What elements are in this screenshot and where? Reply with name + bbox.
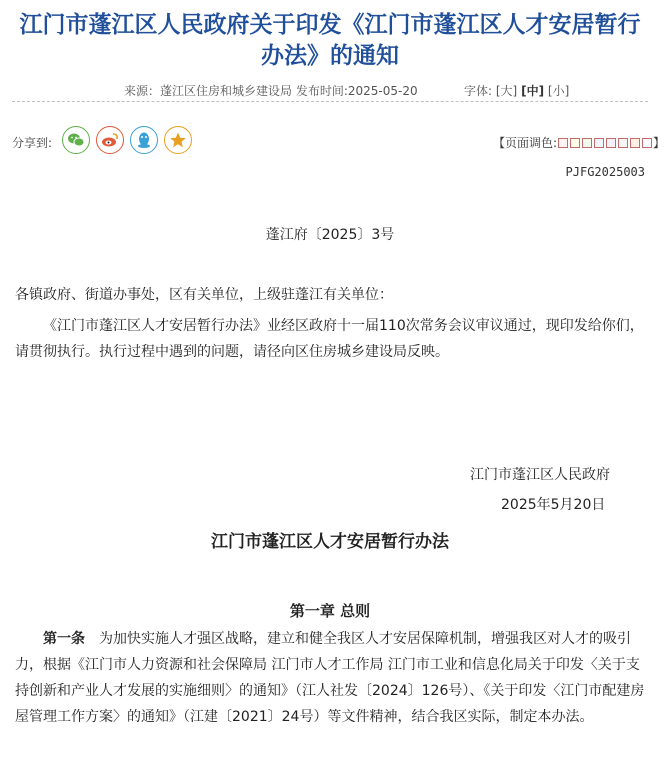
article-label: 第一条 [43,631,85,647]
document-code: PJFG2025003 [565,165,645,179]
color-swatch[interactable] [642,138,652,148]
page-title: 江门市蓬江区人民政府关于印发《江门市蓬江区人才安居暂行办法》的通知 [19,12,641,69]
color-swatch[interactable] [630,138,640,148]
attachment-title: 江门市蓬江区人才安居暂行办法 [211,532,449,552]
notice-body: 《江门市蓬江区人才安居暂行办法》业经区政府十一届110次常务会议审议通过，现印发给你们，请贯彻执行。执行过程中遇到的问题，请径向区住房城乡建设局反映。 [15,318,644,360]
font-small-button[interactable]: [小] [547,84,570,98]
source-and-date: 来源：蓬江区住房和城乡建设局 发布时间:2025-05-20 [124,84,418,98]
meta-divider [12,101,648,102]
page-color-suffix: 】 [653,136,665,150]
page-color-label: 【页面调色: [493,136,558,150]
signing-organization: 江门市蓬江区人民政府 [470,467,610,483]
chapter-heading: 第一章 总则 [289,602,371,620]
wechat-icon[interactable] [62,126,90,154]
addressee: 各镇政府、街道办事处，区有关单位，上级驻蓬江有关单位： [15,287,393,303]
weibo-icon[interactable] [96,126,124,154]
article-text: 为加快实施人才强区战略，建立和健全我区人才安居保障机制，增强我区对人才的吸引力，根据《江门市人力资源和社会保障局 江门市人才工作局 江门市工业和信息化局关于印发〈关于支持创新和产业人才发展的实施细则〉的通知》（江人社发〔2024〕126号）、《关于印发〈江门市配建房屋管理工作方案〉的通知》（江建〔2021〕24号）等文件精神，结合我区实际，制定本办法。 [15,631,645,725]
document-number: 蓬江府〔2025〕3号 [265,227,395,243]
article-meta [12,80,648,100]
color-swatch[interactable] [594,138,604,148]
font-large-button[interactable]: [大] [495,84,518,98]
color-swatch[interactable] [558,138,568,148]
color-swatch[interactable] [582,138,592,148]
signing-date: 2025年5月20日 [501,497,606,513]
qq-icon[interactable] [130,126,158,154]
color-swatch[interactable] [570,138,580,148]
font-medium-button[interactable]: [中] [521,84,545,98]
article-paragraph [15,626,645,730]
font-size-switcher [464,82,569,99]
share-label: 分享到: [12,136,53,150]
font-size-label: 字体: [464,84,493,98]
qzone-icon[interactable] [164,126,192,154]
page-color-picker [493,134,665,151]
color-swatch[interactable] [606,138,616,148]
color-swatch[interactable] [618,138,628,148]
